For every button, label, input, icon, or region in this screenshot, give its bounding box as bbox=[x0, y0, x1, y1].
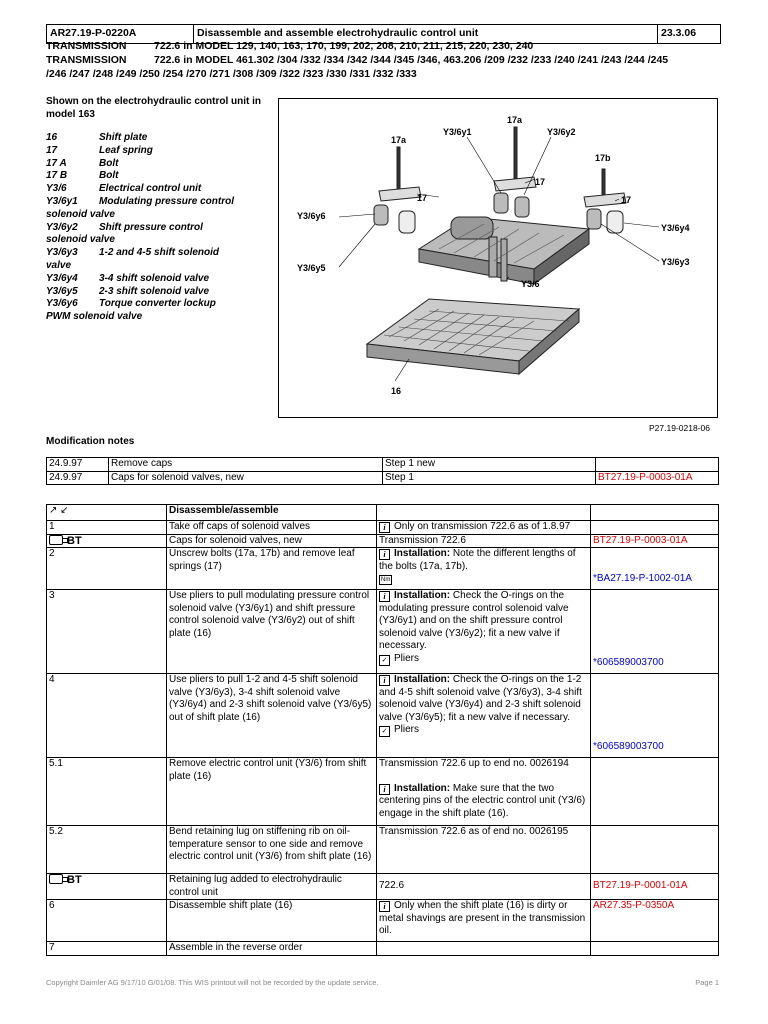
exploded-view-figure bbox=[278, 98, 718, 418]
doc-date: 23.3.06 bbox=[661, 27, 697, 39]
label-17a: 17a bbox=[391, 135, 407, 145]
shown-on-note: Shown on the electrohydraulic control unit in model 163 bbox=[46, 96, 262, 120]
table-row: BT Retaining lug added to electrohydraulic control unit 722.6 BT27.19-P-0001-01A bbox=[47, 874, 719, 900]
legend-item: Y3/6y1 Modulating pressure control bbox=[46, 195, 235, 207]
doc-id: AR27.19-P-0220A bbox=[47, 25, 194, 43]
legend-item-cont: solenoid valve bbox=[46, 208, 115, 220]
doc-link[interactable]: BT27.19-P-0003-01A bbox=[591, 534, 719, 548]
label-y3-6y1: Y3/6y1 bbox=[443, 127, 472, 137]
bt-indicator: BT bbox=[47, 534, 167, 548]
doc-link[interactable]: AR27.35-P-0350A bbox=[591, 900, 719, 942]
table-row: 5.1 Remove electric control unit (Y3/6) from shift plate (16) Transmission 722.6 up to end no. 0026194 i Installation: Make sure that the two centering pins of the electric control unit (Y3/6) engage in the shift plate (16). bbox=[47, 758, 719, 826]
copyright-text: Copyright Daimler AG 9/17/10 G/01/08. This WIS printout will not be recorded by the update service. bbox=[46, 978, 379, 987]
label-17-right: 17 bbox=[621, 195, 632, 205]
doc-link[interactable]: *606589003700 bbox=[591, 590, 719, 674]
table-header-row: ↗ ↙ Disassemble/assemble bbox=[47, 505, 719, 521]
transmission-line-3: /246 /247 /248 /249 /250 /254 /270 /271 /308 /309 /322 /323 /330 /331 /332 /333 bbox=[46, 68, 417, 80]
legend-item: 17 A Bolt bbox=[46, 157, 119, 169]
label-y3-6y6: Y3/6y6 bbox=[297, 211, 326, 221]
legend-item: Y3/6y4 3-4 shift solenoid valve bbox=[46, 272, 210, 284]
legend-item-cont: solenoid valve bbox=[46, 234, 115, 246]
label-17b: 17b bbox=[595, 153, 611, 163]
bt-indicator: BT bbox=[47, 874, 167, 900]
info-icon: i bbox=[379, 675, 390, 686]
table-row: 7 Assemble in the reverse order bbox=[47, 942, 719, 956]
legend-item: 17 B Bolt bbox=[46, 170, 119, 182]
legend-item: Y3/6y3 1-2 and 4-5 shift solenoid bbox=[46, 247, 220, 259]
transmission-line-1: TRANSMISSION 722.6 in MODEL 129, 140, 163, 170, 199, 202, 208, 210, 211, 215, 220, 230, 240 bbox=[46, 40, 534, 52]
label-y3-6y3: Y3/6y3 bbox=[661, 257, 690, 267]
info-icon: i bbox=[379, 549, 390, 560]
page-number: Page 1 bbox=[695, 978, 719, 987]
table-row: BT Caps for solenoid valves, new Transmission 722.6 BT27.19-P-0003-01A bbox=[47, 534, 719, 548]
doc-link[interactable]: *BA27.19-P-1002-01A bbox=[591, 548, 719, 590]
tool-icon: ✓ bbox=[379, 726, 390, 737]
transmission-line-2: TRANSMISSION 722.6 in MODEL 461.302 /304 /332 /334 /342 /344 /345 /346, 463.206 /209 /232 /233 /240 /241 /243 /244 /245 bbox=[46, 54, 669, 66]
info-icon: i bbox=[379, 591, 390, 602]
modification-notes-heading: Modification notes bbox=[46, 436, 135, 447]
legend-item: 17 Leaf spring bbox=[46, 144, 153, 156]
info-icon: i bbox=[379, 522, 390, 533]
legend-item: Y3/6y6 Torque converter lockup bbox=[46, 298, 216, 310]
legend-item: 16 Shift plate bbox=[46, 132, 148, 143]
info-icon: i bbox=[379, 784, 390, 795]
doc-link[interactable]: *606589003700 bbox=[591, 674, 719, 758]
doc-link[interactable]: BT27.19-P-0001-01A bbox=[591, 874, 719, 900]
legend-item-cont: valve bbox=[46, 259, 72, 271]
electrical-control-unit-drawing bbox=[419, 217, 589, 284]
figure-legend bbox=[46, 132, 276, 324]
label-y3-6: Y3/6 bbox=[521, 279, 540, 289]
table-row: 5.2 Bend retaining lug on stiffening rib on oil-temperature sensor to one side and remove electric control unit (Y3/6) from shift plate (16) Transmission 722.6 as of end no. 0026195 bbox=[47, 826, 719, 874]
label-y3-6y5: Y3/6y5 bbox=[297, 263, 326, 273]
hand-pointer-icon bbox=[49, 874, 63, 884]
table-row: 4 Use pliers to pull 1-2 and 4-5 shift solenoid valve (Y3/6y3), 3-4 shift solenoid valve (Y3/6y4) and 2-3 shift solenoid valve (Y3/6y5) out of shift plate (16) i Installation: Check the O-rings on the 1-2 and 4-5 shift solenoid valve (Y3/6y3), 3-4 shift solenoid valve (Y3/6y4) and 2-3 shift solenoid valve (Y3/6y5); fit a new valve if necessary. ✓ Pliers *606589003700 bbox=[47, 674, 719, 758]
direction-icons: ↗ ↙ bbox=[47, 505, 167, 521]
legend-item: Y3/6y2 Shift pressure control bbox=[46, 221, 203, 233]
table-row: 1 Take off caps of solenoid valves i Only on transmission 722.6 as of 1.8.97 bbox=[47, 521, 719, 535]
label-17a-top: 17a bbox=[507, 115, 523, 125]
hand-pointer-icon bbox=[49, 535, 63, 545]
disassemble-assemble-table bbox=[46, 504, 719, 956]
table-row: 3 Use pliers to pull modulating pressure control solenoid valve (Y3/6y1) and shift pressure control solenoid valve (Y3/6y2) out of shift plate (16) i Installation: Check the O-rings on the modulating pressure control solenoid valve (Y3/6y1) and on the shift pressure control solenoid valve (Y3/6y2); fit a new valve if necessary. ✓ Pliers *606589003700 bbox=[47, 590, 719, 674]
legend-item: Y3/6y5 2-3 shift solenoid valve bbox=[46, 285, 210, 297]
legend-item-cont: PWM solenoid valve bbox=[46, 311, 143, 323]
label-17-left: 17 bbox=[417, 193, 428, 203]
figure-reference: P27.19-0218-06 bbox=[649, 423, 710, 433]
doc-link[interactable]: BT27.19-P-0003-01A bbox=[596, 471, 719, 485]
label-y3-6y2: Y3/6y2 bbox=[547, 127, 576, 137]
shift-plate-drawing bbox=[367, 299, 579, 374]
info-icon: i bbox=[379, 901, 390, 912]
label-16: 16 bbox=[391, 386, 402, 396]
modification-notes-table bbox=[46, 457, 719, 485]
page-footer bbox=[46, 978, 719, 987]
doc-title: Disassemble and assemble electrohydraulic control unit bbox=[194, 25, 658, 43]
torque-icon: Nm bbox=[381, 577, 391, 583]
table-row: 6 Disassemble shift plate (16) i Only when the shift plate (16) is dirty or metal shavings are present in the transmission oil. AR27.35-P-0350A bbox=[47, 900, 719, 942]
legend-item: Y3/6 Electrical control unit bbox=[46, 183, 202, 195]
tool-icon: ✓ bbox=[379, 655, 390, 666]
figure-drawing bbox=[279, 99, 717, 417]
label-17-mid: 17 bbox=[535, 177, 546, 187]
label-y3-6y4: Y3/6y4 bbox=[661, 223, 690, 233]
table-row: 2 Unscrew bolts (17a, 17b) and remove leaf springs (17) i Installation: Note the different lengths of the bolts (17a, 17b). Nm *BA27.19-P-1002-01A bbox=[47, 548, 719, 590]
table-row: 24.9.97 Caps for solenoid valves, new Step 1 BT27.19-P-0003-01A bbox=[47, 471, 719, 485]
table-row: 24.9.97 Remove caps Step 1 new bbox=[47, 458, 719, 472]
